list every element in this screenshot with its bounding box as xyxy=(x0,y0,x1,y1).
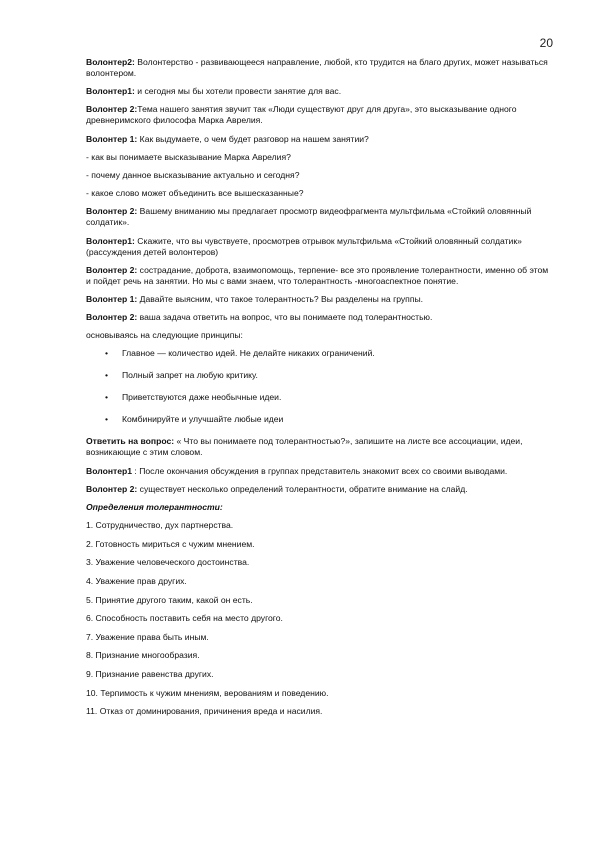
principle-text: Полный запрет на любую критику. xyxy=(122,370,258,381)
principle-text: Главное — количество идей. Не делайте никаких ограничений. xyxy=(122,348,375,359)
paragraph-text: : После окончания обсуждения в группах представитель знакомит всех со своими выводами. xyxy=(132,465,508,476)
bullet-icon: • xyxy=(105,392,109,403)
speaker-label: Волонтер 2: xyxy=(86,312,138,323)
paragraph-text: Скажите, что вы чувствуете, просмотрев отрывок мультфильма «Стойкий оловянный солдатик» (рассуждения детей волонтеров) xyxy=(86,235,522,257)
paragraph xyxy=(86,436,552,458)
speaker-label: Волонтер 2: xyxy=(86,104,138,115)
principle-item xyxy=(86,392,552,403)
document-body xyxy=(86,57,552,725)
dialogue-bottom xyxy=(86,436,552,494)
speaker-label: Волонтер1: xyxy=(86,235,135,246)
paragraph-text: Как выдумаете, о чем будет разговор на нашем занятии? xyxy=(137,133,369,144)
paragraph xyxy=(86,466,552,477)
dialogue-top xyxy=(86,57,552,341)
speaker-label: Волонтер 2: xyxy=(86,264,138,275)
definition-item: 2. Готовность мириться с чужим мнением. xyxy=(86,538,255,549)
speaker-label: Волонтер 2: xyxy=(86,483,138,494)
definition-item: 3. Уважение человеческого достоинства. xyxy=(86,557,250,568)
paragraph-text: сострадание, доброта, взаимопомощь, терпение- все это проявление толерантности, именно об этом и пойдет речь на занятии. Но мы с вами знаем, что толерантность -многоаспектное понятие. xyxy=(86,264,549,286)
paragraph-text: и сегодня мы бы хотели провести занятие для вас. xyxy=(134,86,342,97)
principle-item xyxy=(86,370,552,381)
paragraph xyxy=(86,152,552,163)
definition-item: 1. Сотрудничество, дух партнерства. xyxy=(86,520,234,531)
definitions-list xyxy=(86,520,552,717)
paragraph-text: Давайте выясним, что такое толерантность? Вы разделены на группы. xyxy=(137,293,424,304)
principle-text: Комбинируйте и улучшайте любые идеи xyxy=(122,414,284,425)
speaker-label: Волонтер1: xyxy=(86,86,135,97)
definitions-heading: Определения толерантности: xyxy=(86,502,223,512)
speaker-label: Волонтер2: xyxy=(86,57,135,67)
definition-item: 5. Принятие другого таким, какой он есть. xyxy=(86,594,253,605)
principle-text: Приветствуются даже необычные идеи. xyxy=(122,392,282,403)
principles-list xyxy=(86,348,552,425)
paragraph xyxy=(86,330,552,341)
paragraph xyxy=(86,86,552,97)
paragraph xyxy=(86,188,552,199)
bullet-icon: • xyxy=(105,370,109,381)
bullet-icon: • xyxy=(105,414,109,425)
speaker-label: Волонтер 1: xyxy=(86,133,138,144)
paragraph-text: ваша задача ответить на вопрос, что вы понимаете под толерантностью. xyxy=(137,312,433,323)
paragraph xyxy=(86,312,552,323)
principle-item xyxy=(86,348,552,359)
page-number: 20 xyxy=(539,36,553,50)
principle-item xyxy=(86,414,552,425)
paragraph-text: Волонтерство - развивающееся направление, любой, кто трудится на благо других, может называться волонтером. xyxy=(86,57,548,78)
paragraph-text: Тема нашего занятия звучит так «Люди существуют друг для друга», это высказывание одного древнеримского философа Марка Аврелия. xyxy=(86,104,517,126)
paragraph-text: существует несколько определений толерантности, обратите внимание на слайд. xyxy=(137,483,468,494)
paragraph-text: Вашему вниманию мы предлагает просмотр видеофрагмента мультфильма «Стойкий оловянный солдатик». xyxy=(86,206,532,228)
paragraph xyxy=(86,104,552,126)
paragraph xyxy=(86,134,552,145)
speaker-label: Ответить на вопрос: xyxy=(86,436,175,447)
speaker-label: Волонтер1 xyxy=(86,465,133,476)
speaker-label: Волонтер 1: xyxy=(86,293,138,304)
definition-item: 6. Способность поставить себя на место другого. xyxy=(86,613,283,624)
paragraph xyxy=(86,236,552,258)
definition-item: 11. Отказ от доминирования, причинения вреда и насилия. xyxy=(86,706,323,717)
paragraph xyxy=(86,206,552,228)
definition-item: 4. Уважение прав других. xyxy=(86,575,187,586)
definition-item: 8. Признание многообразия. xyxy=(86,650,200,661)
definition-item: 7. Уважение права быть иным. xyxy=(86,631,209,642)
speaker-label: Волонтер 2: xyxy=(86,206,138,217)
definition-item: 9. Признание равенства других. xyxy=(86,668,214,679)
paragraph xyxy=(86,484,552,495)
paragraph xyxy=(86,170,552,181)
paragraph xyxy=(86,57,552,79)
paragraph-text: « Что вы понимаете под толерантностью?», запишите на листе все ассоциации, идеи, возникающие с этим словом. xyxy=(86,436,523,458)
paragraph-text: основываясь на следующие принципы: xyxy=(86,330,243,341)
paragraph-text: - как вы понимаете высказывание Марка Аврелия? xyxy=(86,151,291,162)
paragraph xyxy=(86,294,552,305)
paragraph xyxy=(86,265,552,287)
paragraph-text: - какое слово может объединить все вышесказанные? xyxy=(86,188,304,199)
bullet-icon: • xyxy=(105,348,109,359)
paragraph-text: - почему данное высказывание актуально и сегодня? xyxy=(86,169,300,180)
definition-item: 10. Терпимость к чужим мнениям, верованиям и поведению. xyxy=(86,687,329,698)
